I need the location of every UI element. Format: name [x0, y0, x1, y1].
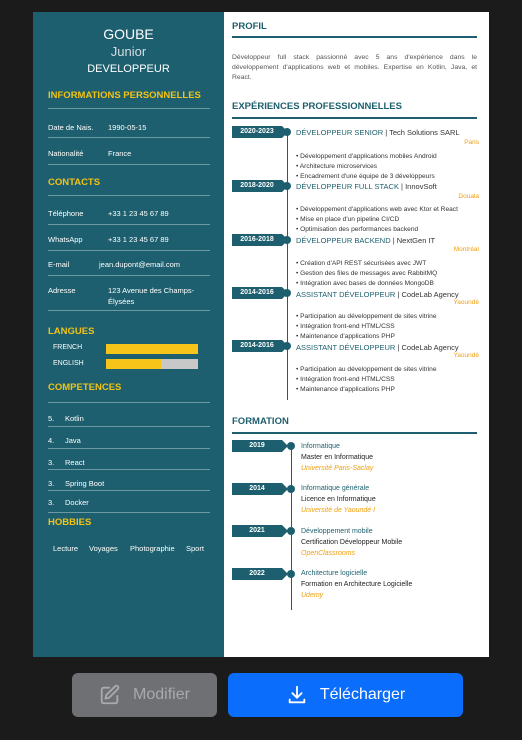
company-text: CodeLab Agency: [401, 290, 459, 299]
education-degree: Certification Développeur Mobile: [301, 539, 403, 546]
experience-role: ASSISTANT DÉVELOPPEUR | CodeLab Agency: [296, 290, 459, 299]
bullet-text: Intégration front-end HTML/CSS: [300, 376, 395, 383]
skill-name: Java: [65, 436, 81, 445]
divider: [48, 402, 210, 403]
experience-bullet: • Encadrement d'une équipe de 3 développeurs: [296, 173, 435, 180]
experience-title: EXPÉRIENCES PROFESSIONNELLES: [232, 101, 402, 112]
experience-role: DÉVELOPPEUR FULL STACK | InnovSoft: [296, 182, 437, 191]
experience-city: Yaoundé: [453, 299, 479, 306]
language-level-fill: [106, 344, 198, 354]
nationality-value: France: [108, 149, 132, 158]
experience-timeline: [287, 130, 288, 400]
phone-label: Téléphone: [48, 209, 84, 218]
contacts-title: CONTACTS: [48, 177, 101, 188]
bullet-text: Gestion des files de messages avec RabbitMQ: [300, 270, 438, 277]
experience-role: ASSISTANT DÉVELOPPEUR | CodeLab Agency: [296, 343, 459, 352]
skill-row: [48, 492, 210, 512]
skill-level: 3.: [48, 498, 55, 507]
hobby-item: Voyages: [89, 544, 118, 553]
bullet-text: Encadrement d'une équipe de 3 développeurs: [300, 173, 435, 180]
experience-bullet: • Maintenance d'applications PHP: [296, 333, 395, 340]
education-school: OpenClassrooms: [301, 550, 356, 557]
education-year: 2022: [232, 568, 282, 580]
bullet-text: Participation au développement de sites vitrine: [300, 366, 437, 373]
company-text: InnovSoft: [405, 182, 437, 191]
role-text: ASSISTANT DÉVELOPPEUR: [296, 290, 396, 299]
profile-text: Développeur full stack passionné avec 5 ans d'expérience dans le développement d'applications web et mobiles. Expertise en Kotlin, Java, et React.: [232, 54, 477, 81]
experience-dates: 2016-2018: [232, 234, 282, 246]
experience-dates: 2014-2016: [232, 340, 282, 352]
skill-name: Docker: [65, 498, 89, 507]
skill-level: 3.: [48, 458, 55, 467]
role-text: ASSISTANT DÉVELOPPEUR: [296, 343, 396, 352]
experience-role: DÉVELOPPEUR BACKEND | NextGen IT: [296, 236, 436, 245]
education-year: 2021: [232, 525, 282, 537]
skills-title: COMPETENCES: [48, 382, 122, 393]
experience-dates: 2018-2020: [232, 180, 282, 192]
whatsapp-label: WhatsApp: [48, 235, 83, 244]
nationality-label: Nationalité: [48, 149, 84, 158]
candidate-job: DEVELOPPEUR: [87, 63, 170, 75]
education-school: Udemy: [301, 592, 324, 599]
edit-icon: [99, 684, 121, 706]
modify-button[interactable]: [72, 673, 217, 717]
language-name: ENGLISH: [53, 360, 84, 367]
timeline-dot: [287, 570, 295, 578]
education-year: 2019: [232, 440, 282, 452]
email-label: E-mail: [48, 260, 70, 269]
email-value: jean.dupont@email.com: [99, 260, 180, 269]
bullet-text: Création d'API REST sécurisées avec JWT: [300, 260, 427, 267]
timeline-dot: [283, 128, 291, 136]
role-text: DÉVELOPPEUR BACKEND: [296, 236, 391, 245]
timeline-dot: [287, 485, 295, 493]
bullet-text: Intégration front-end HTML/CSS: [300, 323, 395, 330]
experience-bullet: • Développement d'applications web avec Ktor et React: [296, 206, 458, 213]
section-underline: [232, 36, 477, 38]
language-name: FRENCH: [53, 344, 83, 351]
skill-name: Kotlin: [65, 414, 84, 423]
timeline-dot: [283, 182, 291, 190]
divider: [48, 108, 210, 109]
experience-dates: 2014-2016: [232, 287, 282, 299]
education-degree: Master en Informatique: [301, 454, 373, 461]
hobby-item: Lecture: [53, 544, 79, 553]
download-button[interactable]: [228, 673, 463, 717]
download-icon: [286, 684, 308, 706]
experience-role: DÉVELOPPEUR SENIOR | Tech Solutions SARL: [296, 128, 460, 137]
divider: [48, 469, 210, 470]
bullet-text: Participation au développement de sites vitrine: [300, 313, 437, 320]
experience-bullet: • Intégration front-end HTML/CSS: [296, 376, 395, 383]
experience-bullet: • Intégration front-end HTML/CSS: [296, 323, 395, 330]
experience-bullet: • Architecture microservices: [296, 163, 378, 170]
profile-title: PROFIL: [232, 21, 267, 32]
hobby-item: Photographie: [130, 544, 175, 553]
education-title-item: Informatique générale: [301, 485, 370, 492]
skill-row: [48, 430, 210, 450]
divider: [48, 490, 210, 491]
cv-page: [33, 12, 489, 657]
experience-bullet: • Participation au développement de sites vitrine: [296, 366, 437, 373]
experience-bullet: • Maintenance d'applications PHP: [296, 386, 395, 393]
experience-bullet: • Participation au développement de sites vitrine: [296, 313, 437, 320]
divider: [48, 250, 210, 251]
hobby-item: Sport: [186, 544, 204, 553]
education-title-item: Architecture logicielle: [301, 570, 368, 577]
experience-city: Yaoundé: [453, 352, 479, 359]
birthdate-label: Date de Nais.: [48, 123, 94, 132]
experience-city: Douala: [458, 193, 479, 200]
address-label: Adresse: [48, 286, 76, 295]
sidebar: [33, 12, 224, 657]
education-year: 2014: [232, 483, 282, 495]
timeline-dot: [283, 342, 291, 350]
timeline-dot: [283, 236, 291, 244]
divider: [48, 137, 210, 138]
language-level-bar: [106, 359, 198, 369]
education-school: Université Paris-Saclay: [301, 465, 374, 472]
education-title-item: Développement mobile: [301, 528, 373, 535]
divider: [48, 310, 210, 311]
hobbies-title: HOBBIES: [48, 517, 92, 528]
divider: [48, 164, 210, 165]
education-degree: Formation en Architecture Logicielle: [301, 581, 413, 588]
experience-city: Paris: [464, 139, 479, 146]
candidate-name: GOUBE: [103, 26, 154, 42]
language-level-fill: [106, 359, 161, 369]
education-title: FORMATION: [232, 416, 289, 427]
divider: [48, 195, 210, 196]
main-content: [224, 12, 489, 657]
divider: [48, 275, 210, 276]
bullet-text: Développement d'applications mobiles Android: [300, 153, 437, 160]
experience-dates: 2020-2023: [232, 126, 282, 138]
divider: [48, 512, 210, 513]
skill-level: 5.: [48, 414, 55, 423]
bullet-text: Intégration avec bases de données MongoDB: [300, 280, 434, 287]
bullet-text: Mise en place d'un pipeline CI/CD: [300, 216, 400, 223]
education-school: Université de Yaoundé I: [301, 507, 376, 514]
timeline-dot: [287, 527, 295, 535]
skill-level: 3.: [48, 479, 55, 488]
languages-title: LANGUES: [48, 326, 95, 337]
experience-city: Montréal: [453, 246, 479, 253]
timeline-dot: [283, 289, 291, 297]
whatsapp-value: +33 1 23 45 67 89: [108, 235, 169, 244]
divider: [48, 426, 210, 427]
birthdate-value: 1990-05-15: [108, 123, 147, 132]
bullet-text: Développement d'applications web avec Ktor et React: [300, 206, 458, 213]
experience-bullet: • Mise en place d'un pipeline CI/CD: [296, 216, 400, 223]
company-text: NextGen IT: [396, 236, 436, 245]
section-underline: [232, 117, 477, 119]
role-text: DÉVELOPPEUR FULL STACK: [296, 182, 399, 191]
skill-level: 4.: [48, 436, 55, 445]
download-button-label: Télécharger: [319, 686, 406, 703]
experience-bullet: • Optimisation des performances backend: [296, 226, 419, 233]
language-level-bar: [106, 344, 198, 354]
skill-row: [48, 408, 210, 428]
company-text: CodeLab Agency: [401, 343, 459, 352]
experience-bullet: • Création d'API REST sécurisées avec JWT: [296, 260, 427, 267]
bullet-text: Optimisation des performances backend: [300, 226, 419, 233]
role-text: DÉVELOPPEUR SENIOR: [296, 128, 384, 137]
bullet-text: Maintenance d'applications PHP: [300, 333, 395, 340]
experience-bullet: • Gestion des files de messages avec RabbitMQ: [296, 270, 438, 277]
timeline-dot: [287, 442, 295, 450]
skill-name: Spring Boot: [65, 479, 105, 488]
experience-bullet: • Développement d'applications mobiles Android: [296, 153, 437, 160]
phone-value: +33 1 23 45 67 89: [108, 209, 169, 218]
personal-info-title: INFORMATIONS PERSONNELLES: [48, 90, 201, 101]
section-underline: [232, 432, 477, 434]
address-value: 123 Avenue des Champs-Élysées: [108, 286, 195, 306]
bullet-text: Maintenance d'applications PHP: [300, 386, 395, 393]
experience-bullet: • Intégration avec bases de données MongoDB: [296, 280, 434, 287]
bullet-text: Architecture microservices: [299, 163, 378, 170]
skill-name: React: [65, 458, 85, 467]
modify-button-label: Modifier: [133, 686, 190, 703]
divider: [48, 224, 210, 225]
company-text: Tech Solutions SARL: [389, 128, 460, 137]
education-title-item: Informatique: [301, 443, 340, 450]
candidate-level: Junior: [110, 44, 147, 59]
education-degree: Licence en Informatique: [301, 496, 376, 503]
divider: [48, 448, 210, 449]
